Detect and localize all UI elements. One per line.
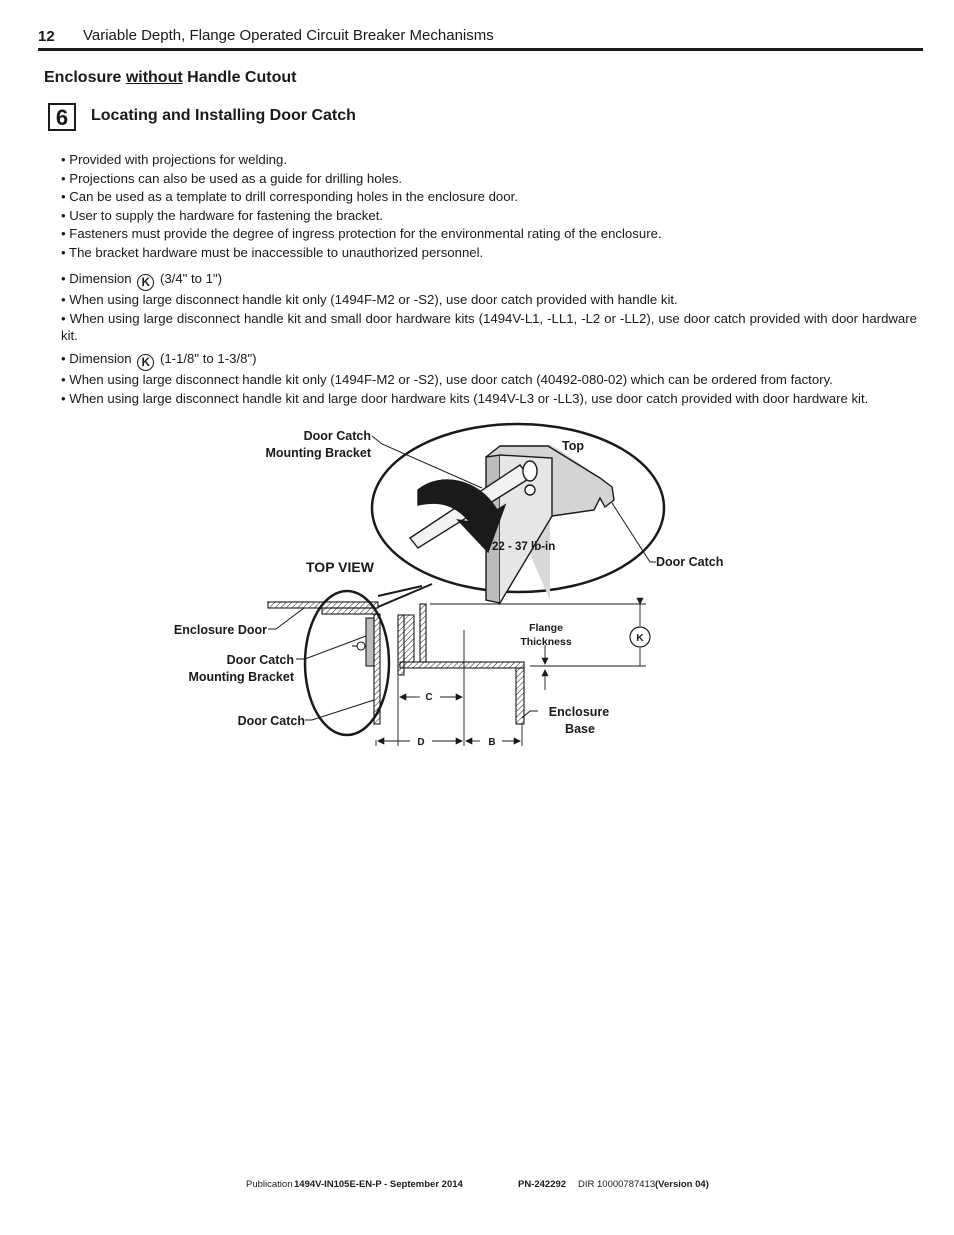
k-dimension-symbol: K <box>137 354 154 371</box>
k-dimension-symbol: K <box>137 274 154 291</box>
bullet-item: • Can be used as a template to drill corresponding holes in the enclosure door. <box>61 189 518 204</box>
label-flange-1: Flange <box>529 622 563 634</box>
label-bracket-side-1: Door Catch <box>226 653 294 667</box>
label-enclosure-base-1: Enclosure <box>548 705 610 719</box>
label-top-view: TOP VIEW <box>306 559 374 575</box>
bullet-item: • Projections can also be used as a guide for drilling holes. <box>61 170 403 186</box>
label-door-catch-side: Door Catch <box>237 714 305 728</box>
label-flange-2: Thickness <box>520 636 572 648</box>
label-bracket-side-2: Mounting Bracket <box>188 670 294 684</box>
bullet-item: • When using large disconnect handle kit only (1494F-M2 or -S2), use door catch provided with handle kit. <box>61 292 678 307</box>
bullet-item: • When using large disconnect handle kit and small door hardware kits (1494V-L1, -LL1, -L2 or -LL2), use door catch provided with door hardware kit. <box>61 310 917 343</box>
footer-dir: DIR 10000787413 <box>578 1179 656 1190</box>
label-k: K <box>636 633 644 644</box>
section-title-before: Enclosure <box>44 69 126 86</box>
label-dim-b: B <box>488 737 496 748</box>
label-dim-d: D <box>417 737 425 748</box>
footer-version: (Version 04) <box>655 1179 709 1190</box>
label-bracket-top-2: Mounting Bracket <box>265 446 371 460</box>
label-torque: 22 - 37 lb-in <box>492 541 556 553</box>
bullet-item: • The bracket hardware must be inaccessible to unauthorized personnel. <box>61 244 484 260</box>
bullet-item: • Fasteners must provide the degree of ingress protection for the environmental rating of the enclosure. <box>61 226 662 241</box>
label-dim-c: C <box>425 692 433 703</box>
bullet-item: • Provided with projections for welding. <box>61 152 287 167</box>
bullet-item: • User to supply the hardware for fastening the bracket. <box>61 207 384 223</box>
dimension-heading: • Dimension K (1-1/8" to 1-3/8") <box>61 351 257 369</box>
footer-publication-label: Publication <box>246 1179 293 1190</box>
bullet-item: • When using large disconnect handle kit and large door hardware kits (1494V-L3 or -LL3), use door catch provided with door hardware kit. <box>61 390 869 406</box>
section-title-underlined: without <box>125 69 183 86</box>
dimension-heading: • Dimension K (3/4" to 1") <box>61 271 223 289</box>
page-number: 12 <box>38 28 55 45</box>
bullet-item: • When using large disconnect handle kit only (1494F-M2 or -S2), use door catch (40492-080-02) which can be ordered from factory. <box>61 372 833 387</box>
side-view-geometry <box>268 602 524 724</box>
footer-publication-id: 1494V-IN105E-EN-P - September 2014 <box>294 1179 463 1190</box>
step-number-box: 6 <box>48 103 76 131</box>
label-top: Top <box>562 439 584 453</box>
dimension-lines <box>376 604 646 746</box>
section-title-after: Handle Cutout <box>182 69 297 86</box>
document-title: Variable Depth, Flange Operated Circuit Breaker Mechanisms <box>83 27 494 44</box>
label-door-catch-top: Door Catch <box>656 555 724 569</box>
label-bracket-top-1: Door Catch <box>303 429 371 443</box>
label-enclosure-door: Enclosure Door <box>173 623 267 637</box>
label-enclosure-base-2: Base <box>565 722 595 736</box>
step-title: Locating and Installing Door Catch <box>91 107 356 124</box>
footer-pn: PN-242292 <box>518 1179 567 1190</box>
